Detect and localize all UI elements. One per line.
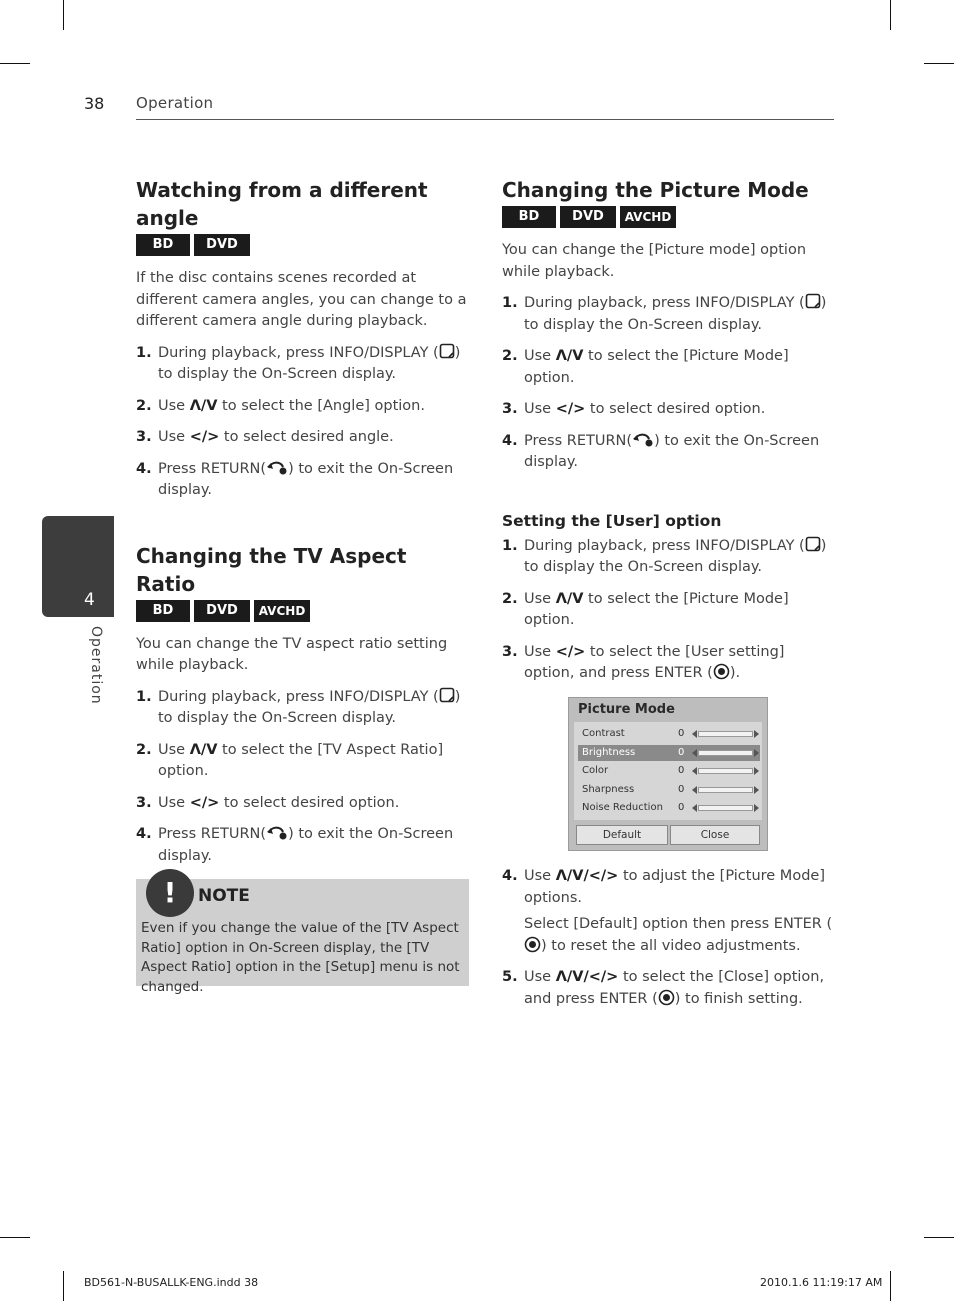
step-text: to select desired option. [219, 794, 400, 811]
user-steps [502, 536, 838, 685]
default-button: Default [576, 825, 668, 845]
step-text: ) to exit the On-Screen display. [524, 432, 820, 470]
step-item [136, 396, 470, 418]
step-text: to select the [TV Aspect Ratio] option. [158, 741, 444, 779]
picture-badges [502, 206, 838, 228]
step-text: ) to display the On-Screen display. [524, 295, 827, 333]
display-icon [439, 689, 455, 705]
step-text: ) to display the On-Screen display. [524, 537, 827, 575]
badge-avchd: AVCHD [620, 206, 676, 228]
step-number: 2. [502, 348, 518, 364]
crop-mark [0, 63, 30, 64]
picture-heading: Changing the Picture Mode [502, 178, 809, 202]
arrows-all-glyph: Λ/V/</> [555, 868, 619, 884]
step-text: Press RETURN( [524, 432, 633, 449]
step-text: to select the [Picture Mode] option. [524, 590, 789, 628]
angle-intro: If the disc contains scenes recorded at different camera angles, you can change to a different camera angle during playback. [136, 270, 467, 329]
close-button: Close [670, 825, 760, 845]
crop-mark [890, 1271, 891, 1301]
step-text: During playback, press INFO/DISPLAY ( [524, 295, 805, 311]
crop-mark [0, 1237, 30, 1238]
step-item [502, 589, 838, 632]
step-text: Use [524, 868, 556, 884]
step-text: During playback, press INFO/DISPLAY ( [158, 688, 439, 705]
step-text: Press RETURN( [158, 826, 267, 842]
step-text: Use [524, 590, 556, 607]
badge-bd: BD [136, 600, 190, 622]
step-number: 3. [136, 429, 152, 445]
user-steps-after [502, 866, 838, 1010]
leftright-arrows-glyph: </> [555, 643, 586, 660]
step-text: ) to display the On-Screen display. [158, 688, 461, 726]
badge-avchd: AVCHD [254, 600, 310, 622]
left-column [136, 176, 470, 867]
aspect-heading: Changing the TV Aspect Ratio [136, 543, 407, 596]
step-item [502, 866, 838, 957]
setting-label: Contrast [582, 728, 625, 739]
setting-row [578, 726, 760, 742]
page-number: 38 [84, 94, 105, 113]
step-item [502, 399, 838, 421]
badge-dvd: DVD [194, 600, 250, 622]
slider-bar [698, 787, 753, 793]
setting-row [578, 763, 760, 779]
crop-mark [890, 0, 891, 30]
step-number: 4. [136, 826, 152, 842]
updown-arrows-glyph: Λ/V [189, 741, 218, 758]
step-text: to select the [Close] option, and press ENTER ( [524, 969, 825, 1007]
aspect-intro: You can change the TV aspect ratio setting while playback. [136, 635, 448, 673]
leftright-arrows-glyph: </> [189, 794, 220, 811]
slider-bar [698, 805, 753, 811]
step-text: Use [158, 429, 190, 445]
step-extra [524, 914, 838, 957]
angle-steps [136, 343, 470, 502]
picture-intro: You can change the [Picture mode] option while playback. [502, 242, 807, 280]
badge-dvd: DVD [194, 234, 250, 256]
step-item [136, 687, 470, 730]
note-text: Even if you change the value of the [TV Aspect Ratio] option in On-Screen display, the [TV Aspect Ratio] option in the [Setup] menu is not changed. [141, 920, 460, 995]
step-text: ) to reset the all video adjustments. [541, 937, 801, 954]
step-text: ). [729, 665, 741, 681]
updown-arrows-glyph: Λ/V [555, 348, 584, 364]
step-number: 3. [502, 401, 518, 417]
step-number: 4. [502, 432, 518, 449]
enter-icon [658, 991, 675, 1007]
setting-label: Color [582, 765, 609, 776]
step-item [136, 343, 470, 386]
step-text: Use [158, 741, 190, 758]
setting-row [578, 800, 760, 816]
updown-arrows-glyph: Λ/V [555, 590, 584, 607]
badge-bd: BD [502, 206, 556, 228]
step-number: 2. [136, 741, 152, 758]
crop-mark [924, 63, 954, 64]
step-number: 4. [136, 460, 152, 477]
aspect-badges [136, 600, 470, 622]
step-number: 4. [502, 868, 518, 884]
chapter-number: 4 [84, 590, 95, 610]
step-text: Select [Default] option then press ENTER ( [524, 916, 833, 932]
aspect-steps [136, 687, 470, 868]
step-item [136, 459, 470, 502]
step-item [502, 642, 838, 685]
step-number: 1. [136, 688, 152, 705]
enter-icon [524, 938, 541, 954]
crop-mark [63, 0, 64, 30]
step-number: 1. [502, 295, 518, 311]
setting-label: Sharpness [582, 783, 635, 795]
step-text: to select the [Angle] option. [217, 397, 425, 414]
setting-value: 0 [678, 728, 685, 739]
step-text: Use [524, 348, 556, 364]
setting-row [578, 782, 760, 798]
setting-row [578, 745, 760, 761]
step-text: to select desired option. [585, 401, 766, 417]
chapter-tab [42, 516, 114, 617]
user-steps-continued [502, 856, 838, 1010]
slider-bar [698, 768, 753, 774]
slider-bar [698, 731, 753, 737]
step-text: ) to display the On-Screen display. [158, 344, 461, 382]
step-text: ) to exit the On-Screen display. [158, 826, 454, 864]
user-heading: Setting the [User] option [502, 511, 722, 530]
slider-bar [698, 750, 753, 756]
display-icon [805, 295, 821, 311]
step-number: 2. [136, 397, 152, 414]
step-text: to adjust the [Picture Mode] options. [524, 868, 825, 906]
step-item [502, 431, 838, 474]
display-icon [805, 538, 821, 554]
step-number: 5. [502, 969, 518, 985]
return-icon [266, 826, 288, 842]
step-text: During playback, press INFO/DISPLAY ( [158, 344, 439, 361]
updown-arrows-glyph: Λ/V [189, 397, 218, 414]
setting-value: 0 [678, 802, 685, 813]
return-icon [632, 433, 654, 449]
chapter-label: Operation [88, 626, 104, 705]
picture-steps [502, 293, 838, 474]
footer-timestamp: 2010.1.6 11:19:17 AM [760, 1276, 883, 1289]
arrows-all-glyph: Λ/V/</> [555, 969, 619, 985]
step-item [136, 824, 470, 867]
setting-value: 0 [678, 783, 685, 795]
enter-icon [713, 665, 730, 681]
step-number: 1. [136, 344, 152, 361]
step-item [502, 536, 838, 579]
step-item [136, 793, 470, 815]
step-item [502, 967, 838, 1010]
note-title: NOTE [198, 886, 250, 906]
angle-badges [136, 234, 470, 256]
crop-mark [63, 1271, 64, 1301]
badge-bd: BD [136, 234, 190, 256]
footer-file: BD561-N-BUSALLK-ENG.indd 38 [84, 1276, 259, 1289]
section-title: Operation [136, 94, 214, 112]
step-item [136, 740, 470, 783]
angle-heading: Watching from a different angle [136, 178, 428, 230]
step-text: Use [524, 401, 556, 417]
step-number: 2. [502, 590, 518, 607]
return-icon [266, 461, 288, 477]
step-text: Use [158, 397, 190, 414]
step-text: Use [524, 969, 556, 985]
setting-label: Brightness [582, 746, 636, 758]
header-divider [136, 119, 834, 120]
screenshot-title: Picture Mode [578, 702, 675, 717]
setting-value: 0 [678, 746, 685, 758]
step-text: During playback, press INFO/DISPLAY ( [524, 537, 805, 554]
badge-dvd: DVD [560, 206, 616, 228]
step-text: to select the [User setting] option, and press ENTER ( [524, 643, 785, 681]
step-text: Press RETURN( [158, 460, 267, 477]
screenshot-panel [574, 722, 762, 820]
crop-mark [924, 1237, 954, 1238]
setting-label: Noise Reduction [582, 802, 663, 813]
step-number: 3. [502, 643, 518, 660]
display-icon [439, 345, 455, 361]
step-text: to select desired angle. [219, 429, 394, 445]
leftright-arrows-glyph: </> [189, 429, 220, 445]
picture-mode-screenshot [568, 697, 768, 851]
step-item [136, 427, 470, 449]
step-item [502, 293, 838, 336]
step-text: ) to finish setting. [674, 990, 803, 1007]
step-text: Use [158, 794, 190, 811]
step-text: Use [524, 643, 556, 660]
leftright-arrows-glyph: </> [555, 401, 586, 417]
right-column [502, 176, 838, 685]
setting-value: 0 [678, 765, 685, 776]
exclamation-icon: ! [146, 869, 194, 917]
step-text: ) to exit the On-Screen display. [158, 460, 454, 498]
step-number: 3. [136, 794, 152, 811]
step-number: 1. [502, 537, 518, 554]
step-text: to select the [Picture Mode] option. [524, 348, 789, 386]
step-item [502, 346, 838, 389]
